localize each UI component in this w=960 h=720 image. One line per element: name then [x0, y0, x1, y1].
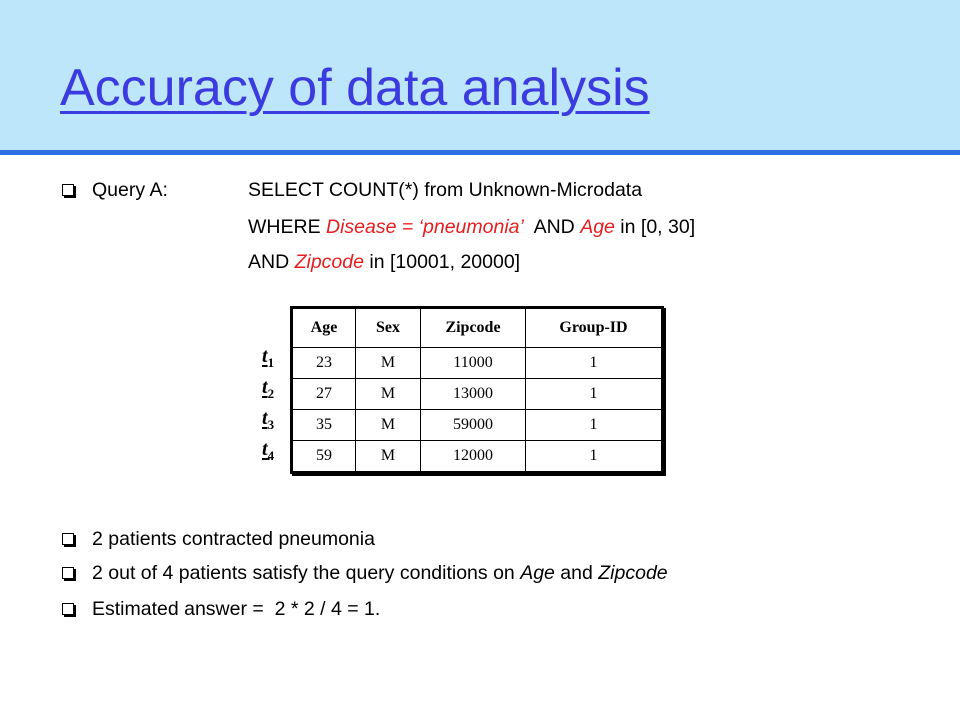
bullet-estimate [60, 597, 380, 621]
microdata-table [290, 306, 664, 474]
cell-zipcode: 12000 [421, 441, 526, 473]
table-row [292, 348, 663, 379]
cell-group-id: 1 [526, 441, 663, 473]
query-and: AND [523, 216, 581, 238]
cell-zipcode: 13000 [421, 379, 526, 410]
cell-sex: M [356, 379, 421, 410]
bullet-and: and [554, 562, 599, 584]
query-and-2: AND [248, 251, 295, 273]
bullet-text: 2 patients contracted pneumonia [92, 528, 375, 550]
cell-age: 35 [292, 410, 356, 441]
bullet-text: 2 out of 4 patients satisfy the query conditions on [92, 562, 521, 584]
table-row [292, 410, 663, 441]
cell-zipcode: 59000 [421, 410, 526, 441]
square-bullet-icon [62, 533, 74, 545]
slide-title: Accuracy of data analysis [60, 59, 650, 117]
column-header-zipcode: Zipcode [421, 308, 526, 348]
query-line-3 [248, 250, 520, 274]
row-label-t2: $t_2$ [262, 376, 275, 401]
bullet-age-attr: Age [520, 562, 555, 584]
query-zipcode-range: in [10001, 20000] [363, 251, 521, 273]
bullet-pneumonia [60, 527, 375, 551]
cell-group-id: 1 [526, 348, 663, 379]
bullet-zipcode-attr: Zipcode [598, 562, 668, 584]
row-label-t4: $t_4$ [262, 438, 275, 463]
cell-sex: M [356, 410, 421, 441]
query-line-1: SELECT COUNT(*) from Unknown-Microdata [248, 179, 643, 201]
cell-age: 23 [292, 348, 356, 379]
query-bullet [60, 178, 248, 202]
bullet-text: Estimated answer = 2 * 2 / 4 = 1. [92, 598, 381, 620]
query-zipcode-attr: Zipcode [294, 251, 364, 273]
square-bullet-icon [62, 567, 74, 579]
query-where: WHERE [248, 216, 326, 238]
column-header-group-id: Group-ID [526, 308, 663, 348]
row-label-t3: $t_3$ [262, 407, 275, 432]
query-label: Query A: [92, 179, 168, 201]
column-header-age: Age [292, 308, 356, 348]
cell-group-id: 1 [526, 379, 663, 410]
bullet-conditions [60, 561, 668, 585]
query-disease-condition: Disease = ‘pneumonia’ [326, 216, 524, 238]
table-row [292, 379, 663, 410]
column-header-sex: Sex [356, 308, 421, 348]
square-bullet-icon [62, 184, 74, 196]
row-label-t1: $t_1$ [262, 345, 275, 370]
cell-zipcode: 11000 [421, 348, 526, 379]
cell-age: 59 [292, 441, 356, 473]
cell-age: 27 [292, 379, 356, 410]
query-line-2 [248, 215, 695, 239]
square-bullet-icon [62, 603, 74, 615]
cell-sex: M [356, 441, 421, 473]
query-age-range: in [0, 30] [614, 216, 696, 238]
table-row [292, 441, 663, 473]
cell-sex: M [356, 348, 421, 379]
query-age-attr: Age [580, 216, 615, 238]
table-header-row [292, 308, 663, 348]
cell-group-id: 1 [526, 410, 663, 441]
